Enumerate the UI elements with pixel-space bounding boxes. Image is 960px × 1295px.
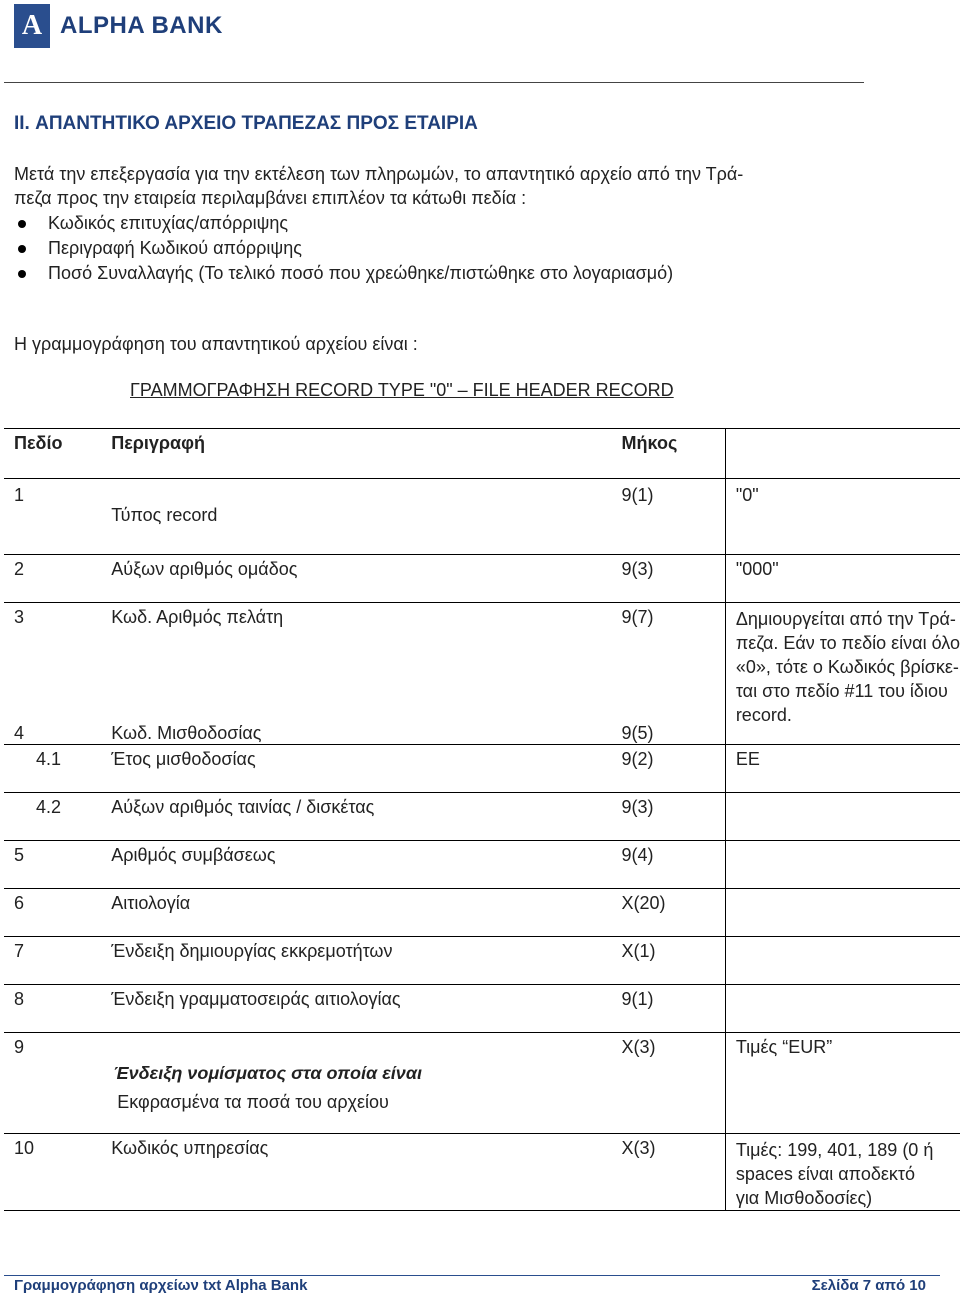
table-row: 2 Αύξων αριθμός ομάδος 9(3) "000": [4, 555, 960, 603]
header-divider: [4, 82, 864, 83]
header-field: Πεδίο: [4, 429, 111, 479]
footer-title: Γραμμογράφηση αρχείων txt Alpha Bank: [14, 1277, 308, 1294]
table-row: 3 4 Κωδ. Αριθμός πελάτη Κωδ. Μισθοδοσίας 9(7) 9(5) Δημιουργείται από την Τρά- πεζα. Εάν το πεδίο είναι όλο «0», τότε ο Κωδικός βρίσκε- ται στο πεδίο #11 του ίδιου record.: [4, 603, 960, 745]
header-length: Μήκος: [611, 429, 726, 479]
intro-paragraph: [14, 162, 884, 210]
logo-mark-icon: A: [14, 4, 50, 48]
table-row: 1 Τύπος record 9(1) "0": [4, 479, 960, 555]
bullet-list: [14, 211, 673, 286]
table-row: 5 Αριθμός συμβάσεως 9(4): [4, 841, 960, 889]
bullet-icon: [18, 220, 26, 228]
table-row: 8 Ένδειξη γραμματοσειράς αιτιολογίας 9(1): [4, 985, 960, 1033]
bullet-icon: [18, 245, 26, 253]
note-cell: Δημιουργείται από την Τρά- πεζα. Εάν το πεδίο είναι όλο «0», τότε ο Κωδικός βρίσκε- ται στο πεδίο #11 του ίδιου record.: [725, 603, 960, 745]
table-row: 7 Ένδειξη δημιουργίας εκκρεμοτήτων X(1): [4, 937, 960, 985]
section-heading: II. ΑΠΑΝΤΗΤΙΚΟ ΑΡΧΕΙΟ ΤΡΑΠΕΖΑΣ ΠΡΟΣ ΕΤΑΙΡΙΑ: [14, 113, 478, 134]
bullet-icon: [18, 270, 26, 278]
table-row: 4.1 Έτος μισθοδοσίας 9(2) ΕΕ: [4, 745, 960, 793]
list-item: Ποσό Συναλλαγής (Το τελικό ποσό που χρεώθηκε/πιστώθηκε στο λογαριασμό): [14, 261, 673, 286]
page-number: Σελίδα 7 από 10: [811, 1277, 926, 1294]
table-row: 10 Κωδικός υπηρεσίας X(3) Τιμές: 199, 401, 189 (0 ή spaces είναι αποδεκτό για Μισθοδοσίες): [4, 1134, 960, 1211]
record-layout-table: [4, 428, 960, 1211]
layout-intro: Η γραμμογράφηση του απαντητικού αρχείου είναι :: [14, 334, 418, 354]
table-header-row: [4, 429, 960, 479]
footer-divider: [4, 1275, 940, 1276]
table-row: 9 Ένδειξη νομίσματος στα οποία είναι Εκφρασμένα τα ποσά του αρχείου X(3) Τιμές “EUR”: [4, 1033, 960, 1134]
intro-line-1: Μετά την επεξεργασία για την εκτέλεση των πληρωμών, το απαντητικό αρχείο από την Τρά-: [14, 164, 744, 184]
table-title: ΓΡΑΜΜΟΓΡΑΦΗΣΗ RECORD TYPE "0" – FILE HEADER RECORD: [130, 380, 674, 400]
note-cell: Τιμές: 199, 401, 189 (0 ή spaces είναι αποδεκτό για Μισθοδοσίες): [725, 1134, 960, 1211]
intro-line-2: πεζα προς την εταιρεία περιλαμβάνει επιπλέον τα κάτωθι πεδία :: [14, 188, 527, 208]
table-row: 6 Αιτιολογία X(20): [4, 889, 960, 937]
alpha-bank-logo: [14, 4, 223, 48]
list-item: Περιγραφή Κωδικού απόρριψης: [14, 236, 673, 261]
list-item: Κωδικός επιτυχίας/απόρριψης: [14, 211, 673, 236]
table-row: 4.2 Αύξων αριθμός ταινίας / δισκέτας 9(3): [4, 793, 960, 841]
header-description: Περιγραφή: [111, 429, 610, 479]
logo-text: ALPHA BANK: [60, 12, 223, 39]
